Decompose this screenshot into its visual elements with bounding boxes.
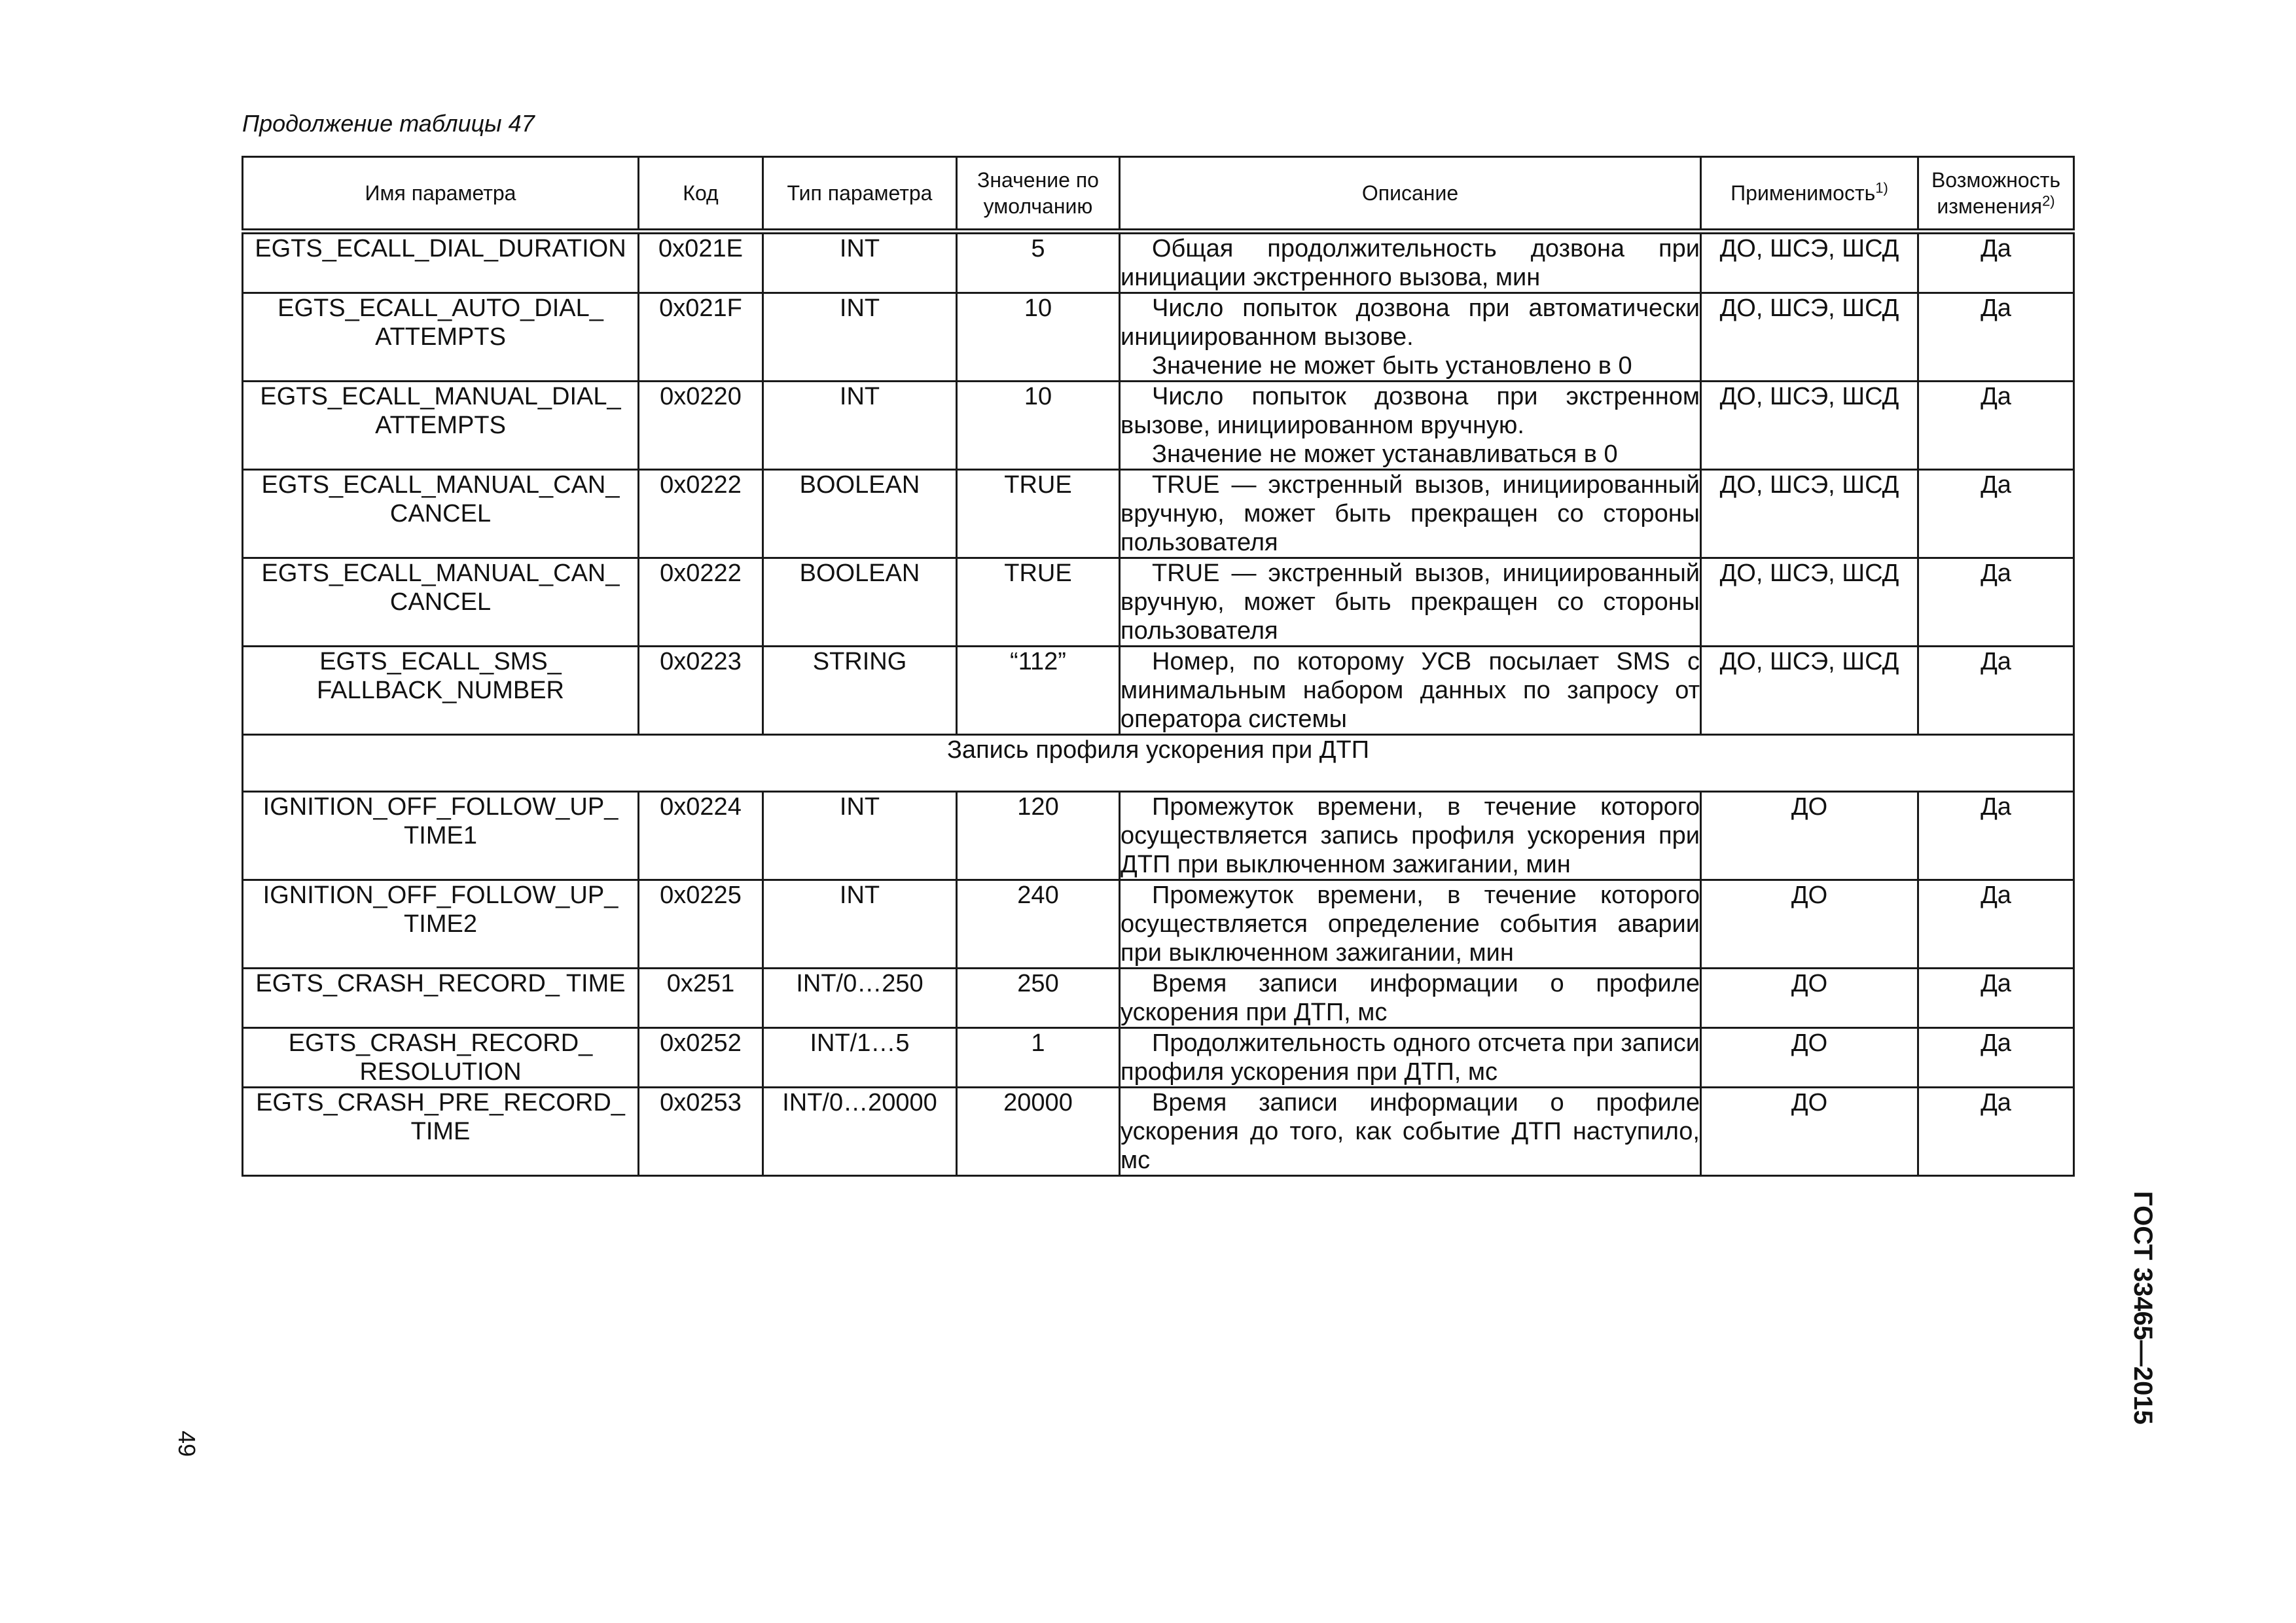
cell-description bbox=[1120, 232, 1701, 293]
cell-default: 10 bbox=[957, 293, 1120, 382]
table-row bbox=[243, 792, 2074, 880]
cell-param-name: EGTS_CRASH_RECORD_ TIME bbox=[243, 969, 639, 1028]
header-type: Тип параметра bbox=[763, 157, 957, 232]
cell-param-name: EGTS_ECALL_MANUAL_CAN_ CANCEL bbox=[243, 470, 639, 558]
description-paragraph: Номер, по которому УСВ посылает SMS с минимальным набором данных по запросу от оператора системы bbox=[1121, 648, 1700, 733]
cell-description bbox=[1120, 647, 1701, 735]
cell-description bbox=[1120, 880, 1701, 969]
description-paragraph: Продолжительность одного отсчета при записи профиля ускорения при ДТП, мс bbox=[1121, 1029, 1700, 1086]
cell-code: 0x0224 bbox=[639, 792, 763, 880]
cell-type: INT/1…5 bbox=[763, 1028, 957, 1088]
cell-applicability: ДО, ШСЭ, ШСД bbox=[1701, 382, 1918, 470]
description-paragraph: Число попыток дозвона при автоматически инициированном вызове. bbox=[1121, 294, 1700, 351]
cell-param-name: IGNITION_OFF_FOLLOW_UP_ TIME2 bbox=[243, 880, 639, 969]
cell-param-name: EGTS_CRASH_PRE_RECORD_ TIME bbox=[243, 1088, 639, 1176]
table-row bbox=[243, 1028, 2074, 1088]
cell-default: 10 bbox=[957, 382, 1120, 470]
cell-description bbox=[1120, 382, 1701, 470]
cell-type: INT/0…250 bbox=[763, 969, 957, 1028]
cell-code: 0x0222 bbox=[639, 558, 763, 647]
table-row bbox=[243, 969, 2074, 1028]
cell-description bbox=[1120, 558, 1701, 647]
cell-type: STRING bbox=[763, 647, 957, 735]
cell-default: 250 bbox=[957, 969, 1120, 1028]
cell-description bbox=[1120, 792, 1701, 880]
cell-code: 0x021E bbox=[639, 232, 763, 293]
cell-code: 0x0223 bbox=[639, 647, 763, 735]
cell-type: INT bbox=[763, 880, 957, 969]
cell-applicability: ДО bbox=[1701, 792, 1918, 880]
cell-type: BOOLEAN bbox=[763, 558, 957, 647]
cell-description bbox=[1120, 969, 1701, 1028]
cell-code: 0x0253 bbox=[639, 1088, 763, 1176]
cell-code: 0x0252 bbox=[639, 1028, 763, 1088]
cell-applicability: ДО, ШСЭ, ШСД bbox=[1701, 470, 1918, 558]
description-paragraph: Значение не может быть установлено в 0 bbox=[1152, 352, 1632, 380]
table-row bbox=[243, 558, 2074, 647]
table-caption: Продолжение таблицы 47 bbox=[242, 110, 535, 137]
cell-description bbox=[1120, 470, 1701, 558]
cell-applicability: ДО, ШСЭ, ШСД bbox=[1701, 558, 1918, 647]
cell-changeable: Да bbox=[1918, 1028, 2074, 1088]
cell-default: TRUE bbox=[957, 470, 1120, 558]
cell-changeable: Да bbox=[1918, 1088, 2074, 1176]
cell-code: 0x0220 bbox=[639, 382, 763, 470]
cell-changeable: Да bbox=[1918, 880, 2074, 969]
header-applicability: Применимость$^{1)}$ bbox=[1701, 157, 1918, 232]
description-paragraph: Промежуток времени, в течение которого осуществляется определение события аварии при выключенном зажигании, мин bbox=[1121, 882, 1700, 967]
header-changeable: Возможность изменения$^{2)}$ bbox=[1918, 157, 2074, 232]
description-paragraph: Значение не может устанавливаться в 0 bbox=[1152, 440, 1618, 468]
cell-changeable: Да bbox=[1918, 293, 2074, 382]
cell-description bbox=[1120, 1028, 1701, 1088]
description-paragraph: TRUE — экстренный вызов, инициированный вручную, может быть прекращен со стороны пользователя bbox=[1121, 471, 1700, 556]
section-title: Запись профиля ускорения при ДТП bbox=[243, 735, 2074, 792]
header-default: Значение по умолчанию bbox=[957, 157, 1120, 232]
cell-type: INT bbox=[763, 232, 957, 293]
standard-designation: ГОСТ 33465—2015 bbox=[2128, 1191, 2157, 1425]
cell-changeable: Да bbox=[1918, 232, 2074, 293]
header-code: Код bbox=[639, 157, 763, 232]
table-row bbox=[243, 1088, 2074, 1176]
page-number: 49 bbox=[173, 1431, 200, 1457]
cell-applicability: ДО bbox=[1701, 1088, 1918, 1176]
cell-changeable: Да bbox=[1918, 792, 2074, 880]
description-paragraph: Число попыток дозвона при экстренном вызове, инициированном вручную. bbox=[1121, 383, 1700, 439]
cell-code: 0x0225 bbox=[639, 880, 763, 969]
cell-applicability: ДО, ШСЭ, ШСД bbox=[1701, 232, 1918, 293]
cell-code: 0x0222 bbox=[639, 470, 763, 558]
cell-default: 240 bbox=[957, 880, 1120, 969]
table-row bbox=[243, 647, 2074, 735]
cell-param-name: EGTS_CRASH_RECORD_ RESOLUTION bbox=[243, 1028, 639, 1088]
cell-default: 1 bbox=[957, 1028, 1120, 1088]
cell-applicability: ДО bbox=[1701, 880, 1918, 969]
cell-applicability: ДО bbox=[1701, 1028, 1918, 1088]
cell-param-name: EGTS_ECALL_MANUAL_DIAL_ ATTEMPTS bbox=[243, 382, 639, 470]
cell-changeable: Да bbox=[1918, 470, 2074, 558]
cell-param-name: EGTS_ECALL_MANUAL_CAN_ CANCEL bbox=[243, 558, 639, 647]
cell-applicability: ДО, ШСЭ, ШСД bbox=[1701, 293, 1918, 382]
description-paragraph: Время записи информации о профиле ускорения до того, как событие ДТП наступило, мс bbox=[1121, 1089, 1700, 1174]
cell-changeable: Да bbox=[1918, 382, 2074, 470]
cell-description bbox=[1120, 293, 1701, 382]
cell-code: 0x251 bbox=[639, 969, 763, 1028]
cell-code: 0x021F bbox=[639, 293, 763, 382]
cell-type: INT bbox=[763, 293, 957, 382]
cell-description bbox=[1120, 1088, 1701, 1176]
cell-type: INT/0…20000 bbox=[763, 1088, 957, 1176]
cell-param-name: EGTS_ECALL_SMS_ FALLBACK_NUMBER bbox=[243, 647, 639, 735]
cell-changeable: Да bbox=[1918, 969, 2074, 1028]
cell-param-name: EGTS_ECALL_DIAL_DURATION bbox=[243, 232, 639, 293]
cell-applicability: ДО bbox=[1701, 969, 1918, 1028]
cell-changeable: Да bbox=[1918, 558, 2074, 647]
description-paragraph: TRUE — экстренный вызов, инициированный вручную, может быть прекращен со стороны пользователя bbox=[1121, 560, 1700, 645]
table-header-row bbox=[243, 157, 2074, 232]
cell-param-name: IGNITION_OFF_FOLLOW_UP_ TIME1 bbox=[243, 792, 639, 880]
header-description: Описание bbox=[1120, 157, 1701, 232]
cell-default: TRUE bbox=[957, 558, 1120, 647]
table-row bbox=[243, 880, 2074, 969]
cell-default: 120 bbox=[957, 792, 1120, 880]
cell-type: INT bbox=[763, 382, 957, 470]
cell-default: “112” bbox=[957, 647, 1120, 735]
table-row bbox=[243, 293, 2074, 382]
table-row bbox=[243, 232, 2074, 293]
description-paragraph: Промежуток времени, в течение которого осуществляется запись профиля ускорения при ДТП при выключенном зажигании, мин bbox=[1121, 793, 1700, 878]
description-paragraph: Время записи информации о профиле ускорения при ДТП, мс bbox=[1121, 970, 1700, 1026]
header-name: Имя параметра bbox=[243, 157, 639, 232]
cell-type: INT bbox=[763, 792, 957, 880]
cell-default: 20000 bbox=[957, 1088, 1120, 1176]
parameters-table bbox=[242, 156, 2075, 1177]
table-row bbox=[243, 470, 2074, 558]
cell-default: 5 bbox=[957, 232, 1120, 293]
cell-param-name: EGTS_ECALL_AUTO_DIAL_ ATTEMPTS bbox=[243, 293, 639, 382]
section-row bbox=[243, 735, 2074, 792]
cell-applicability: ДО, ШСЭ, ШСД bbox=[1701, 647, 1918, 735]
cell-changeable: Да bbox=[1918, 647, 2074, 735]
description-paragraph: Общая продолжительность дозвона при инициации экстренного вызова, мин bbox=[1121, 235, 1700, 291]
table-row bbox=[243, 382, 2074, 470]
cell-type: BOOLEAN bbox=[763, 470, 957, 558]
